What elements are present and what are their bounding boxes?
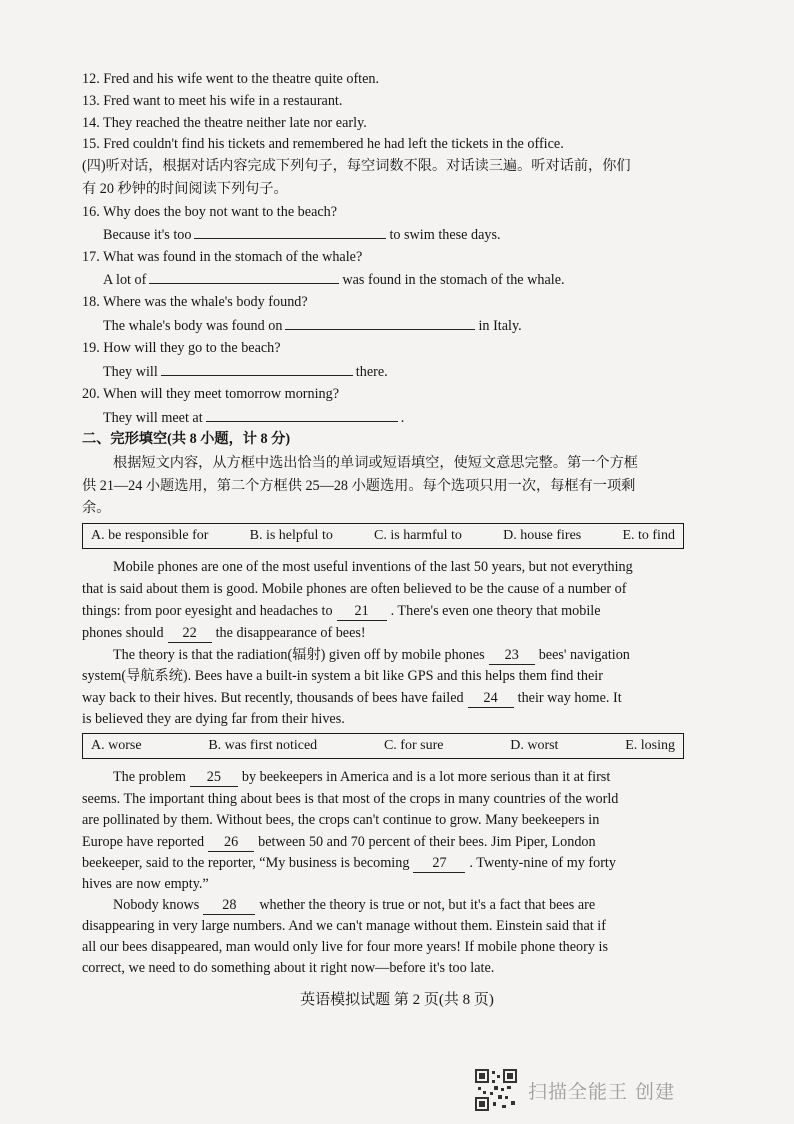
answer-line-16	[103, 223, 713, 245]
passage-line: system(导航系统). Bees have a built-in system a bit like GPS and this helps them find their	[82, 668, 603, 684]
passage-line	[113, 644, 723, 666]
box1-option-d: D. house fires	[503, 528, 582, 543]
statement-12: 12. Fred and his wife went to the theatre quite often.	[82, 71, 380, 87]
passage-line	[82, 852, 692, 874]
passage-line: seems. The important thing about bees is that most of the crops in many countries of the world	[82, 791, 619, 807]
blank-27[interactable]: 27	[413, 854, 465, 873]
passage-line	[82, 831, 692, 853]
passage-text: phones should	[82, 625, 164, 641]
answer-17-suffix: was found in the stomach of the whale.	[342, 272, 565, 288]
question-19: 19. How will they go to the beach?	[82, 340, 281, 356]
answer-16-blank[interactable]	[194, 223, 386, 239]
passage-text: the disappearance of bees!	[215, 625, 366, 641]
answer-20-prefix: They will meet at	[103, 410, 203, 426]
passage-text: The theory is that the radiation(辐射) given off by mobile phones	[113, 647, 485, 663]
question-20: 20. When will they meet tomorrow morning?	[82, 386, 340, 402]
answer-line-18	[103, 314, 713, 336]
passage-line: that is said about them is good. Mobile phones are often believed to be the cause of a number of	[82, 581, 627, 597]
passage-text: between 50 and 70 percent of their bees. Jim Piper, London	[258, 834, 596, 850]
passage-line	[82, 600, 692, 622]
section4-instruction: (四)听对话，根据对话内容完成下列句子，每空词数不限。对话读三遍。听对话前，你们	[82, 158, 631, 174]
scanner-watermark	[474, 1068, 675, 1112]
passage-line: all our bees disappeared, man would only live for four more years! If mobile phone theory is	[82, 939, 608, 955]
passage-line: is believed they are dying far from their hives.	[82, 711, 345, 727]
box1-option-b: B. is helpful to	[249, 528, 333, 543]
answer-18-suffix: in Italy.	[478, 318, 522, 334]
passage-line: Mobile phones are one of the most useful inventions of the last 50 years, but not everything	[113, 559, 633, 575]
word-box-1	[82, 523, 684, 549]
passage-text: beekeeper, said to the reporter, “My business is becoming	[82, 855, 410, 871]
section2-instruction: 根据短文内容，从方框中选出恰当的单词或短语填空，使短文意思完整。第一个方框	[113, 455, 638, 471]
passage-line: disappearing in very large numbers. And we can't manage without them. Einstein said that if	[82, 918, 606, 934]
section2-heading: 二、完形填空(共 8 小题，计 8 分)	[82, 431, 291, 447]
passage-text: by beekeepers in America and is a lot more serious than it at first	[241, 769, 611, 785]
box2-option-c: C. for sure	[383, 738, 444, 753]
box1-option-a: A. be responsible for	[91, 528, 209, 543]
blank-25[interactable]: 25	[190, 768, 238, 787]
box1-option-c: C. is harmful to	[374, 528, 462, 543]
box1-option-e: E. to find	[622, 528, 675, 543]
question-17: 17. What was found in the stomach of the whale?	[82, 249, 363, 265]
passage-line	[82, 622, 692, 644]
answer-16-prefix: Because it's too	[103, 227, 192, 243]
box2-option-a: A. worse	[91, 738, 142, 753]
section4-instruction-cont: 有 20 秒钟的时间阅读下列句子。	[82, 181, 288, 197]
section2-instruction-end: 余。	[82, 500, 111, 516]
answer-20-blank[interactable]	[206, 406, 398, 422]
blank-22[interactable]: 22	[168, 624, 212, 643]
statement-14: 14. They reached the theatre neither late nor early.	[82, 115, 367, 131]
passage-text: The problem	[113, 769, 186, 785]
blank-24[interactable]: 24	[468, 689, 514, 708]
passage-text: . Twenty-nine of my forty	[469, 855, 616, 871]
answer-18-prefix: The whale's body was found on	[103, 318, 283, 334]
answer-16-suffix: to swim these days.	[389, 227, 501, 243]
passage-text: way back to their hives. But recently, thousands of bees have failed	[82, 690, 464, 706]
passage-text: Nobody knows	[113, 897, 200, 913]
passage-line: hives are now empty.”	[82, 876, 209, 892]
box2-option-b: B. was first noticed	[208, 738, 318, 753]
box2-option-e: E. losing	[625, 738, 675, 753]
answer-line-20	[103, 406, 713, 428]
answer-19-suffix: there.	[355, 364, 388, 380]
answer-19-blank[interactable]	[161, 360, 353, 376]
passage-text: Europe have reported	[82, 834, 205, 850]
answer-20-suffix: .	[400, 410, 405, 426]
answer-17-prefix: A lot of	[103, 272, 147, 288]
blank-21[interactable]: 21	[337, 602, 387, 621]
question-18: 18. Where was the whale's body found?	[82, 294, 308, 310]
passage-text: . There's even one theory that mobile	[390, 603, 601, 619]
watermark-text: 扫描全能王 创建	[528, 1080, 676, 1103]
box2-option-d: D. worst	[510, 738, 559, 753]
passage-text: things: from poor eyesight and headaches to	[82, 603, 333, 619]
blank-26[interactable]: 26	[208, 833, 254, 852]
question-16: 16. Why does the boy not want to the beach?	[82, 204, 338, 220]
passage-line	[113, 766, 723, 788]
passage-line	[82, 687, 692, 709]
blank-23[interactable]: 23	[489, 646, 535, 665]
passage-text: their way home. It	[517, 690, 622, 706]
answer-17-blank[interactable]	[149, 268, 339, 284]
answer-18-blank[interactable]	[285, 314, 475, 330]
section2-instruction-cont: 供 21—24 小题选用，第二个方框供 25—28 小题选用。每个选项只用一次，每框有一项剩	[82, 478, 636, 494]
statement-13: 13. Fred want to meet his wife in a restaurant.	[82, 93, 343, 109]
passage-text: whether the theory is true or not, but it's a fact that bees are	[259, 897, 596, 913]
word-box-2	[82, 733, 684, 759]
answer-19-prefix: They will	[103, 364, 158, 380]
statement-15: 15. Fred couldn't find his tickets and remembered he had left the tickets in the office.	[82, 136, 564, 152]
answer-line-19	[103, 360, 713, 382]
answer-line-17	[103, 268, 713, 290]
qr-code-icon	[474, 1068, 518, 1112]
passage-line: are pollinated by them. Without bees, the crops can't continue to grow. Many beekeepers in	[82, 812, 600, 828]
passage-line: correct, we need to do something about it right now—before it's too late.	[82, 960, 495, 976]
passage-line	[113, 894, 723, 916]
passage-text: bees' navigation	[538, 647, 630, 663]
blank-28[interactable]: 28	[203, 896, 255, 915]
page-footer: 英语模拟试题 第 2 页(共 8 页)	[300, 992, 494, 1008]
